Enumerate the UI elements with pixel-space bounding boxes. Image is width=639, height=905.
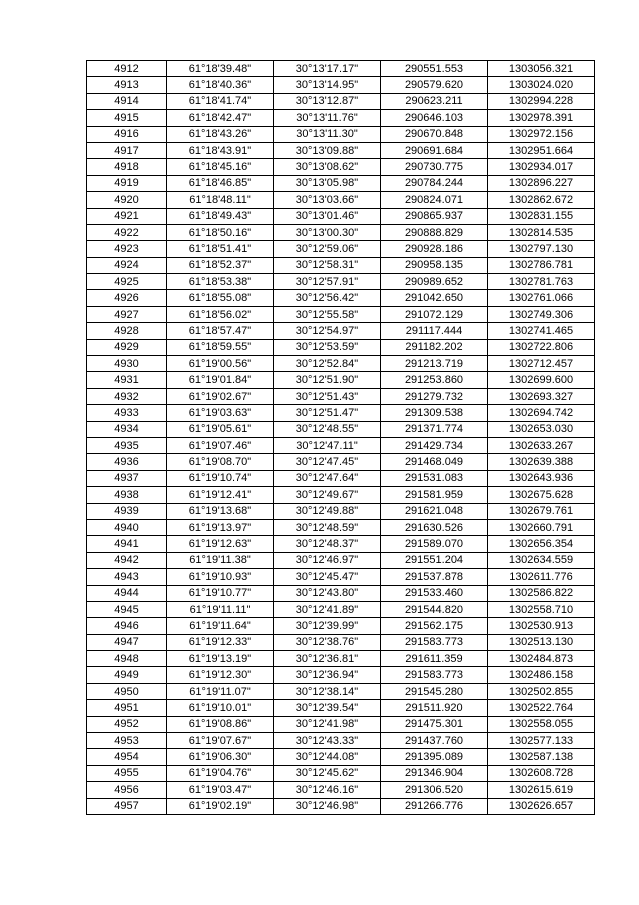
y-coordinate-cell: 1302502.855 (488, 683, 595, 699)
y-coordinate-cell: 1302633.267 (488, 437, 595, 453)
latitude-cell: 61°19'12.41" (167, 487, 274, 503)
point-number-cell: 4917 (87, 142, 167, 158)
longitude-cell: 30°13'09.88" (274, 142, 381, 158)
longitude-cell: 30°12'38.76" (274, 634, 381, 650)
latitude-cell: 61°19'03.47" (167, 782, 274, 798)
latitude-cell: 61°19'11.38" (167, 552, 274, 568)
latitude-cell: 61°19'13.97" (167, 519, 274, 535)
x-coordinate-cell: 291253.860 (381, 372, 488, 388)
point-number-cell: 4918 (87, 159, 167, 175)
point-number-cell: 4927 (87, 306, 167, 322)
x-coordinate-cell: 290579.620 (381, 77, 488, 93)
point-number-cell: 4926 (87, 290, 167, 306)
point-number-cell: 4944 (87, 585, 167, 601)
latitude-cell: 61°19'12.63" (167, 536, 274, 552)
point-number-cell: 4955 (87, 765, 167, 781)
y-coordinate-cell: 1302660.791 (488, 519, 595, 535)
latitude-cell: 61°19'08.70" (167, 454, 274, 470)
point-number-cell: 4929 (87, 339, 167, 355)
latitude-cell: 61°19'07.67" (167, 733, 274, 749)
point-number-cell: 4950 (87, 683, 167, 699)
point-number-cell: 4948 (87, 651, 167, 667)
y-coordinate-cell: 1302679.761 (488, 503, 595, 519)
point-number-cell: 4922 (87, 224, 167, 240)
table-row (87, 552, 595, 568)
longitude-cell: 30°12'44.08" (274, 749, 381, 765)
longitude-cell: 30°12'47.11" (274, 437, 381, 453)
table-row (87, 716, 595, 732)
longitude-cell: 30°12'54.97" (274, 323, 381, 339)
x-coordinate-cell: 291630.526 (381, 519, 488, 535)
latitude-cell: 61°18'41.74" (167, 93, 274, 109)
longitude-cell: 30°13'17.17" (274, 61, 381, 77)
longitude-cell: 30°12'46.98" (274, 798, 381, 814)
latitude-cell: 61°18'51.41" (167, 241, 274, 257)
x-coordinate-cell: 291182.202 (381, 339, 488, 355)
table-row (87, 257, 595, 273)
x-coordinate-cell: 291468.049 (381, 454, 488, 470)
point-number-cell: 4935 (87, 437, 167, 453)
longitude-cell: 30°13'12.87" (274, 93, 381, 109)
x-coordinate-cell: 290989.652 (381, 274, 488, 290)
y-coordinate-cell: 1302643.936 (488, 470, 595, 486)
table-row (87, 585, 595, 601)
x-coordinate-cell: 291279.732 (381, 388, 488, 404)
longitude-cell: 30°12'51.43" (274, 388, 381, 404)
table-row (87, 93, 595, 109)
table-row (87, 421, 595, 437)
x-coordinate-cell: 290888.829 (381, 224, 488, 240)
y-coordinate-cell: 1302749.306 (488, 306, 595, 322)
y-coordinate-cell: 1303024.020 (488, 77, 595, 93)
table-row (87, 142, 595, 158)
latitude-cell: 61°18'42.47" (167, 110, 274, 126)
longitude-cell: 30°12'48.37" (274, 536, 381, 552)
x-coordinate-cell: 290784.244 (381, 175, 488, 191)
table-row (87, 667, 595, 683)
latitude-cell: 61°19'01.84" (167, 372, 274, 388)
table-row (87, 290, 595, 306)
point-number-cell: 4951 (87, 700, 167, 716)
coordinates-table (86, 60, 595, 815)
table-row (87, 405, 595, 421)
y-coordinate-cell: 1302656.354 (488, 536, 595, 552)
longitude-cell: 30°13'00.30" (274, 224, 381, 240)
table-row (87, 569, 595, 585)
x-coordinate-cell: 291589.070 (381, 536, 488, 552)
latitude-cell: 61°18'57.47" (167, 323, 274, 339)
x-coordinate-cell: 291266.776 (381, 798, 488, 814)
table-row (87, 634, 595, 650)
latitude-cell: 61°19'02.67" (167, 388, 274, 404)
point-number-cell: 4954 (87, 749, 167, 765)
latitude-cell: 61°18'50.16" (167, 224, 274, 240)
table-row (87, 208, 595, 224)
point-number-cell: 4920 (87, 192, 167, 208)
x-coordinate-cell: 290958.135 (381, 257, 488, 273)
table-row (87, 683, 595, 699)
longitude-cell: 30°12'49.67" (274, 487, 381, 503)
latitude-cell: 61°18'49.43" (167, 208, 274, 224)
latitude-cell: 61°19'00.56" (167, 356, 274, 372)
y-coordinate-cell: 1302611.776 (488, 569, 595, 585)
longitude-cell: 30°13'11.30" (274, 126, 381, 142)
latitude-cell: 61°19'12.30" (167, 667, 274, 683)
y-coordinate-cell: 1302994.228 (488, 93, 595, 109)
point-number-cell: 4919 (87, 175, 167, 191)
x-coordinate-cell: 291611.359 (381, 651, 488, 667)
point-number-cell: 4943 (87, 569, 167, 585)
x-coordinate-cell: 291562.175 (381, 618, 488, 634)
x-coordinate-cell: 290730.775 (381, 159, 488, 175)
y-coordinate-cell: 1302722.806 (488, 339, 595, 355)
longitude-cell: 30°13'11.76" (274, 110, 381, 126)
y-coordinate-cell: 1302486.158 (488, 667, 595, 683)
longitude-cell: 30°12'51.90" (274, 372, 381, 388)
point-number-cell: 4916 (87, 126, 167, 142)
longitude-cell: 30°12'47.45" (274, 454, 381, 470)
x-coordinate-cell: 291537.878 (381, 569, 488, 585)
y-coordinate-cell: 1302577.133 (488, 733, 595, 749)
point-number-cell: 4949 (87, 667, 167, 683)
table-row (87, 782, 595, 798)
point-number-cell: 4942 (87, 552, 167, 568)
latitude-cell: 61°19'11.64" (167, 618, 274, 634)
y-coordinate-cell: 1302615.619 (488, 782, 595, 798)
y-coordinate-cell: 1302558.710 (488, 601, 595, 617)
y-coordinate-cell: 1302781.763 (488, 274, 595, 290)
point-number-cell: 4924 (87, 257, 167, 273)
point-number-cell: 4914 (87, 93, 167, 109)
x-coordinate-cell: 291581.959 (381, 487, 488, 503)
y-coordinate-cell: 1302978.391 (488, 110, 595, 126)
x-coordinate-cell: 291544.820 (381, 601, 488, 617)
table-row (87, 519, 595, 535)
longitude-cell: 30°12'41.89" (274, 601, 381, 617)
x-coordinate-cell: 291306.520 (381, 782, 488, 798)
longitude-cell: 30°12'39.99" (274, 618, 381, 634)
table-row (87, 733, 595, 749)
y-coordinate-cell: 1302797.130 (488, 241, 595, 257)
x-coordinate-cell: 291309.538 (381, 405, 488, 421)
latitude-cell: 61°18'59.55" (167, 339, 274, 355)
point-number-cell: 4915 (87, 110, 167, 126)
point-number-cell: 4921 (87, 208, 167, 224)
longitude-cell: 30°12'46.16" (274, 782, 381, 798)
table-row (87, 700, 595, 716)
point-number-cell: 4913 (87, 77, 167, 93)
point-number-cell: 4953 (87, 733, 167, 749)
latitude-cell: 61°19'05.61" (167, 421, 274, 437)
table-row (87, 536, 595, 552)
longitude-cell: 30°13'01.46" (274, 208, 381, 224)
latitude-cell: 61°18'55.08" (167, 290, 274, 306)
longitude-cell: 30°12'36.81" (274, 651, 381, 667)
x-coordinate-cell: 290824.071 (381, 192, 488, 208)
table-row (87, 437, 595, 453)
y-coordinate-cell: 1302786.781 (488, 257, 595, 273)
x-coordinate-cell: 291042.650 (381, 290, 488, 306)
table-row (87, 159, 595, 175)
y-coordinate-cell: 1302634.559 (488, 552, 595, 568)
longitude-cell: 30°12'36.94" (274, 667, 381, 683)
latitude-cell: 61°19'04.76" (167, 765, 274, 781)
longitude-cell: 30°12'51.47" (274, 405, 381, 421)
longitude-cell: 30°12'59.06" (274, 241, 381, 257)
longitude-cell: 30°12'48.59" (274, 519, 381, 535)
x-coordinate-cell: 291545.280 (381, 683, 488, 699)
table-row (87, 454, 595, 470)
point-number-cell: 4932 (87, 388, 167, 404)
x-coordinate-cell: 290691.684 (381, 142, 488, 158)
table-row (87, 339, 595, 355)
latitude-cell: 61°19'10.01" (167, 700, 274, 716)
latitude-cell: 61°19'02.19" (167, 798, 274, 814)
table-row (87, 241, 595, 257)
point-number-cell: 4941 (87, 536, 167, 552)
longitude-cell: 30°13'05.98" (274, 175, 381, 191)
latitude-cell: 61°18'56.02" (167, 306, 274, 322)
point-number-cell: 4938 (87, 487, 167, 503)
x-coordinate-cell: 290646.103 (381, 110, 488, 126)
longitude-cell: 30°13'03.66" (274, 192, 381, 208)
table-row (87, 618, 595, 634)
latitude-cell: 61°18'43.26" (167, 126, 274, 142)
table-row (87, 651, 595, 667)
y-coordinate-cell: 1302484.873 (488, 651, 595, 667)
y-coordinate-cell: 1302530.913 (488, 618, 595, 634)
table-row (87, 274, 595, 290)
y-coordinate-cell: 1302934.017 (488, 159, 595, 175)
point-number-cell: 4928 (87, 323, 167, 339)
point-number-cell: 4923 (87, 241, 167, 257)
table-row (87, 61, 595, 77)
x-coordinate-cell: 291583.773 (381, 634, 488, 650)
x-coordinate-cell: 290928.186 (381, 241, 488, 257)
table-row (87, 175, 595, 191)
longitude-cell: 30°12'43.33" (274, 733, 381, 749)
x-coordinate-cell: 291429.734 (381, 437, 488, 453)
x-coordinate-cell: 290623.211 (381, 93, 488, 109)
point-number-cell: 4931 (87, 372, 167, 388)
point-number-cell: 4930 (87, 356, 167, 372)
table-row (87, 798, 595, 814)
latitude-cell: 61°18'40.36" (167, 77, 274, 93)
table-row (87, 749, 595, 765)
latitude-cell: 61°18'52.37" (167, 257, 274, 273)
y-coordinate-cell: 1302608.728 (488, 765, 595, 781)
point-number-cell: 4946 (87, 618, 167, 634)
table-row (87, 77, 595, 93)
x-coordinate-cell: 290551.553 (381, 61, 488, 77)
point-number-cell: 4939 (87, 503, 167, 519)
y-coordinate-cell: 1302639.388 (488, 454, 595, 470)
longitude-cell: 30°12'48.55" (274, 421, 381, 437)
latitude-cell: 61°18'46.85" (167, 175, 274, 191)
longitude-cell: 30°12'39.54" (274, 700, 381, 716)
y-coordinate-cell: 1302694.742 (488, 405, 595, 421)
x-coordinate-cell: 291117.444 (381, 323, 488, 339)
longitude-cell: 30°12'49.88" (274, 503, 381, 519)
y-coordinate-cell: 1303056.321 (488, 61, 595, 77)
x-coordinate-cell: 291072.129 (381, 306, 488, 322)
y-coordinate-cell: 1302951.664 (488, 142, 595, 158)
y-coordinate-cell: 1302862.672 (488, 192, 595, 208)
point-number-cell: 4933 (87, 405, 167, 421)
x-coordinate-cell: 291437.760 (381, 733, 488, 749)
table-row (87, 224, 595, 240)
table-row (87, 765, 595, 781)
x-coordinate-cell: 291533.460 (381, 585, 488, 601)
point-number-cell: 4940 (87, 519, 167, 535)
y-coordinate-cell: 1302972.156 (488, 126, 595, 142)
point-number-cell: 4945 (87, 601, 167, 617)
x-coordinate-cell: 291395.089 (381, 749, 488, 765)
latitude-cell: 61°19'06.30" (167, 749, 274, 765)
longitude-cell: 30°12'38.14" (274, 683, 381, 699)
y-coordinate-cell: 1302522.764 (488, 700, 595, 716)
y-coordinate-cell: 1302653.030 (488, 421, 595, 437)
longitude-cell: 30°12'58.31" (274, 257, 381, 273)
table-row (87, 110, 595, 126)
y-coordinate-cell: 1302626.657 (488, 798, 595, 814)
longitude-cell: 30°12'55.58" (274, 306, 381, 322)
point-number-cell: 4952 (87, 716, 167, 732)
y-coordinate-cell: 1302586.822 (488, 585, 595, 601)
point-number-cell: 4947 (87, 634, 167, 650)
table-row (87, 601, 595, 617)
longitude-cell: 30°12'45.62" (274, 765, 381, 781)
longitude-cell: 30°12'46.97" (274, 552, 381, 568)
longitude-cell: 30°12'45.47" (274, 569, 381, 585)
latitude-cell: 61°19'10.77" (167, 585, 274, 601)
x-coordinate-cell: 291475.301 (381, 716, 488, 732)
point-number-cell: 4912 (87, 61, 167, 77)
longitude-cell: 30°12'52.84" (274, 356, 381, 372)
y-coordinate-cell: 1302693.327 (488, 388, 595, 404)
latitude-cell: 61°18'45.16" (167, 159, 274, 175)
point-number-cell: 4956 (87, 782, 167, 798)
y-coordinate-cell: 1302761.066 (488, 290, 595, 306)
longitude-cell: 30°12'53.59" (274, 339, 381, 355)
y-coordinate-cell: 1302675.628 (488, 487, 595, 503)
x-coordinate-cell: 291551.204 (381, 552, 488, 568)
latitude-cell: 61°19'10.93" (167, 569, 274, 585)
x-coordinate-cell: 291531.083 (381, 470, 488, 486)
coordinates-table-wrapper (86, 60, 594, 815)
x-coordinate-cell: 291621.048 (381, 503, 488, 519)
table-row (87, 503, 595, 519)
latitude-cell: 61°18'43.91" (167, 142, 274, 158)
latitude-cell: 61°18'48.11" (167, 192, 274, 208)
longitude-cell: 30°13'14.95" (274, 77, 381, 93)
x-coordinate-cell: 291583.773 (381, 667, 488, 683)
y-coordinate-cell: 1302699.600 (488, 372, 595, 388)
latitude-cell: 61°19'03.63" (167, 405, 274, 421)
table-row (87, 126, 595, 142)
latitude-cell: 61°18'53.38" (167, 274, 274, 290)
latitude-cell: 61°19'12.33" (167, 634, 274, 650)
table-row (87, 388, 595, 404)
table-row (87, 487, 595, 503)
y-coordinate-cell: 1302814.535 (488, 224, 595, 240)
x-coordinate-cell: 290865.937 (381, 208, 488, 224)
point-number-cell: 4934 (87, 421, 167, 437)
longitude-cell: 30°13'08.62" (274, 159, 381, 175)
table-row (87, 306, 595, 322)
coordinates-table-body (87, 61, 595, 815)
longitude-cell: 30°12'57.91" (274, 274, 381, 290)
latitude-cell: 61°19'13.68" (167, 503, 274, 519)
x-coordinate-cell: 291213.719 (381, 356, 488, 372)
y-coordinate-cell: 1302741.465 (488, 323, 595, 339)
latitude-cell: 61°19'11.11" (167, 601, 274, 617)
point-number-cell: 4925 (87, 274, 167, 290)
y-coordinate-cell: 1302513.130 (488, 634, 595, 650)
x-coordinate-cell: 291371.774 (381, 421, 488, 437)
latitude-cell: 61°19'10.74" (167, 470, 274, 486)
latitude-cell: 61°19'11.07" (167, 683, 274, 699)
x-coordinate-cell: 290670.848 (381, 126, 488, 142)
point-number-cell: 4957 (87, 798, 167, 814)
table-row (87, 470, 595, 486)
longitude-cell: 30°12'56.42" (274, 290, 381, 306)
y-coordinate-cell: 1302558.055 (488, 716, 595, 732)
longitude-cell: 30°12'41.98" (274, 716, 381, 732)
y-coordinate-cell: 1302587.138 (488, 749, 595, 765)
y-coordinate-cell: 1302712.457 (488, 356, 595, 372)
x-coordinate-cell: 291511.920 (381, 700, 488, 716)
latitude-cell: 61°18'39.48" (167, 61, 274, 77)
table-row (87, 372, 595, 388)
longitude-cell: 30°12'47.64" (274, 470, 381, 486)
longitude-cell: 30°12'43.80" (274, 585, 381, 601)
y-coordinate-cell: 1302896.227 (488, 175, 595, 191)
y-coordinate-cell: 1302831.155 (488, 208, 595, 224)
table-row (87, 323, 595, 339)
latitude-cell: 61°19'13.19" (167, 651, 274, 667)
latitude-cell: 61°19'08.86" (167, 716, 274, 732)
point-number-cell: 4936 (87, 454, 167, 470)
x-coordinate-cell: 291346.904 (381, 765, 488, 781)
table-row (87, 356, 595, 372)
latitude-cell: 61°19'07.46" (167, 437, 274, 453)
table-row (87, 192, 595, 208)
point-number-cell: 4937 (87, 470, 167, 486)
